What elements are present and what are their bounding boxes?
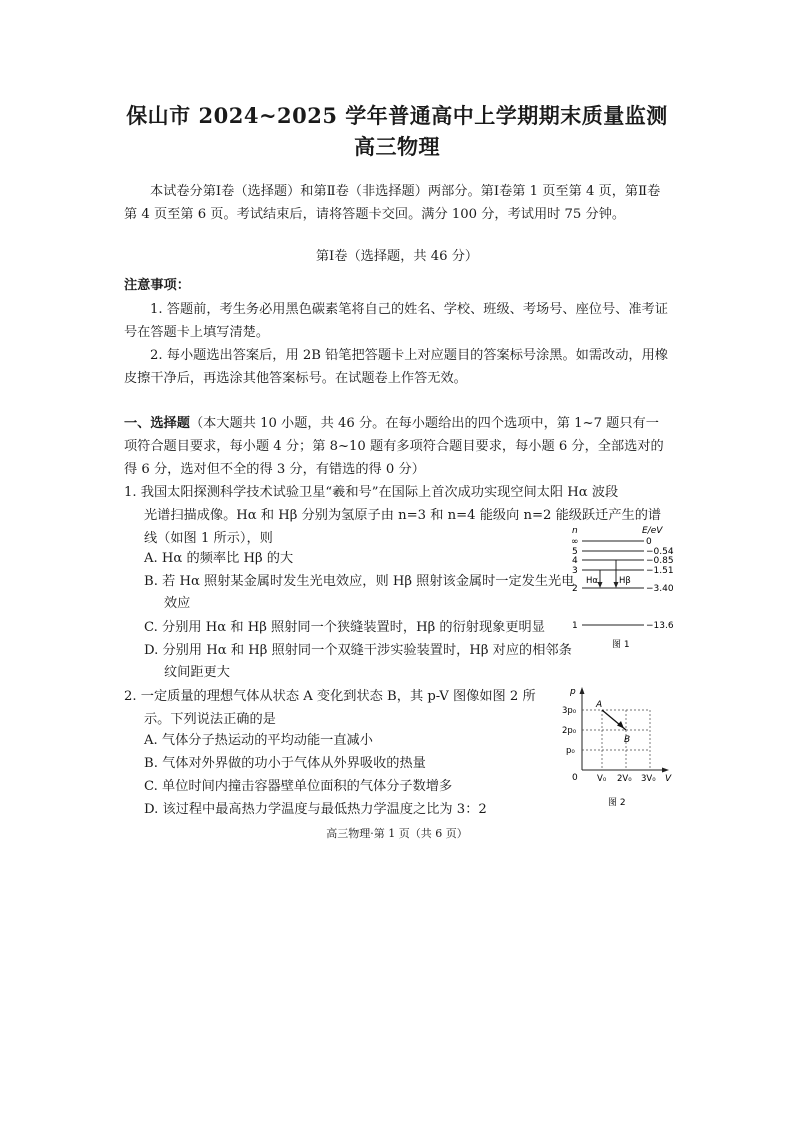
p-axis-label: p <box>570 687 576 697</box>
point-a-label: A <box>596 700 603 710</box>
h-beta-label: Hβ <box>619 576 631 586</box>
fig1-n-label: n <box>572 526 578 536</box>
fig1-e-label: E/eV <box>642 526 663 536</box>
notice-item-2: 2. 每小题选出答案后，用 2B 铅笔把答题卡上对应题目的答案标号涂黑。如需改动，用橡皮擦干净后，再选涂其他答案标号。在试题卷上作答无效。 <box>124 348 668 386</box>
q1-stem-line3: 线（如图 1 所示），则 <box>144 531 273 546</box>
point-b-label: B <box>624 735 631 745</box>
part1-heading: 一、选择题 <box>124 416 190 431</box>
v-axis-arrowhead <box>662 768 669 773</box>
notice-item-1: 1. 答题前，考生务必用黑色碳素笔将自己的姓名、学校、班级、考场号、座位号、准考证号在答题卡上填写清楚。 <box>124 302 668 340</box>
q2-option-c: C. 单位时间内撞击容器壁单位面积的气体分子数增多 <box>144 779 453 794</box>
level-e-5: −0.54 <box>646 547 674 557</box>
p-axis-arrowhead <box>580 687 585 694</box>
level-n-2: 2 <box>572 584 578 594</box>
level-e-2: −3.40 <box>646 584 674 594</box>
q2-option-a: A. 气体分子热运动的平均动能一直减小 <box>144 733 373 748</box>
y-tick-3p0: 3p₀ <box>562 706 577 716</box>
notice-heading: 注意事项： <box>124 278 190 293</box>
y-tick-p0: p₀ <box>566 746 575 756</box>
q1-option-c: C. 分别用 Hα 和 Hβ 照射同一个狭缝装置时，Hβ 的衍射现象更明显 <box>144 620 545 635</box>
q2-option-b: B. 气体对外界做的功小于气体从外界吸收的热量 <box>144 756 426 771</box>
energy-level-diagram <box>568 522 678 652</box>
x-tick-3v0: 3V₀ <box>641 774 656 784</box>
exam-title: 保山市 2024~2025 学年普通高中上学期期末质量监测 <box>126 103 668 128</box>
fig2-caption: 图 2 <box>608 798 626 808</box>
process-arrowhead <box>617 721 624 729</box>
intro-paragraph: 本试卷分第Ⅰ卷（选择题）和第Ⅱ卷（非选择题）两部分。第Ⅰ卷第 1 页至第 4 页，第Ⅱ卷第 4 页至第 6 页。考试结束后，请将答题卡交回。满分 100 分，考试用时 75 分钟。 <box>124 184 661 222</box>
h-beta-arrowhead <box>614 582 619 588</box>
q2-stem-line1: 2. 一定质量的理想气体从状态 A 变化到状态 B，其 p-V 图像如图 2 所 <box>124 689 536 704</box>
level-n-1: 1 <box>572 621 578 631</box>
section-title: 第Ⅰ卷（选择题，共 46 分） <box>315 249 479 264</box>
q2-stem-line2: 示。下列说法正确的是 <box>144 712 276 727</box>
part1-block <box>124 412 672 481</box>
level-n-4: 4 <box>572 556 578 566</box>
level-n-5: 5 <box>572 547 578 557</box>
x-tick-2v0: 2V₀ <box>617 774 632 784</box>
h-alpha-arrowhead <box>598 582 603 588</box>
q1-stem-line2: 光谱扫描成像。Hα 和 Hβ 分别为氢原子由 n=3 和 n=4 能级向 n=2 能级跃迁产生的谱 <box>144 508 662 523</box>
pv-diagram <box>562 684 678 810</box>
level-e-3: −1.51 <box>646 566 674 576</box>
q1-option-b: B. 若 Hα 照射某金属时发生光电效应，则 Hβ 照射该金属时一定发生光电效应 <box>144 574 575 611</box>
q1-option-a: A. Hα 的频率比 Hβ 的大 <box>144 551 294 566</box>
v-axis-label: V <box>665 774 672 784</box>
level-e-inf: 0 <box>646 537 652 547</box>
y-tick-2p0: 2p₀ <box>562 726 577 736</box>
fig1-caption: 图 1 <box>612 640 630 650</box>
pv-grid <box>582 710 650 770</box>
level-e-4: −0.85 <box>646 556 674 566</box>
h-alpha-label: Hα <box>586 576 598 586</box>
q1-stem-line1: 1. 我国太阳探测科学技术试验卫星“羲和号”在国际上首次成功实现空间太阳 Hα 波段 <box>124 485 619 500</box>
part1-desc: （本大题共 10 小题，共 46 分。在每小题给出的四个选项中，第 1~7 题只有一项符合题目要求，每小题 4 分；第 8~10 题有多项符合题目要求，每小题 6 分，全部选对的得 6 分，选对但不全的得 3 分，有错选的得 0 分） <box>124 416 664 477</box>
page-footer: 高三物理·第 1 页（共 6 页） <box>326 827 468 840</box>
q1-option-d: D. 分别用 Hα 和 Hβ 照射同一个双缝干涉实验装置时，Hβ 对应的相邻条纹间距更大 <box>144 643 572 680</box>
level-e-1: −13.6 <box>646 621 674 631</box>
level-n-inf: ∞ <box>571 537 579 547</box>
q2-option-d: D. 该过程中最高热力学温度与最低热力学温度之比为 3：2 <box>144 802 487 817</box>
origin-label: 0 <box>572 773 578 783</box>
x-tick-v0: V₀ <box>597 774 607 784</box>
level-n-3: 3 <box>572 566 578 576</box>
exam-subject: 高三物理 <box>354 134 440 159</box>
